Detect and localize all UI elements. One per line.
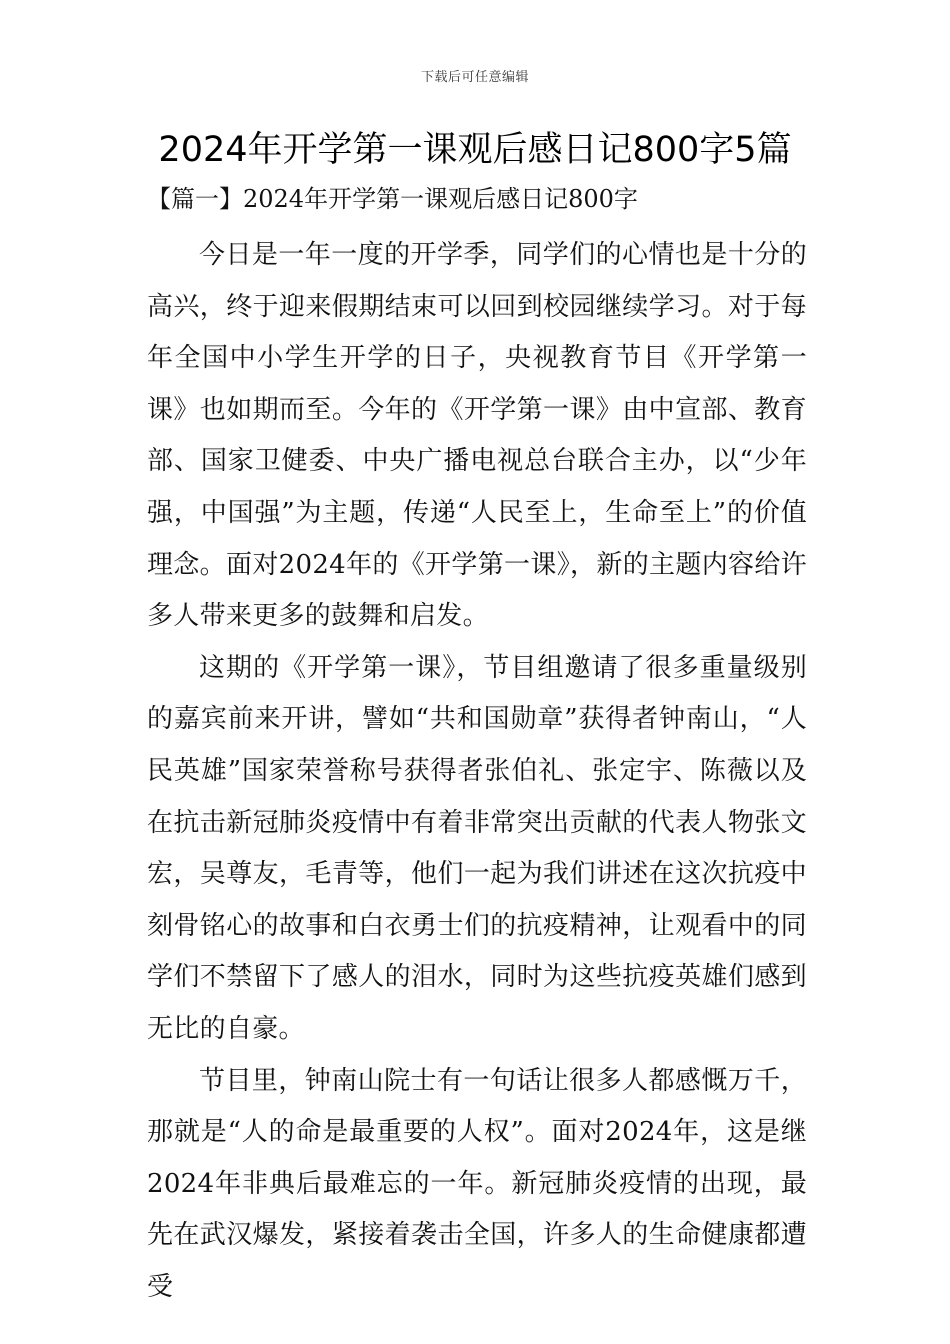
download-note: 下载后可任意编辑 (420, 70, 529, 85)
document-title: 2024年开学第一课观后感日记800字5篇 (158, 130, 792, 170)
paragraph-3: 节目里，钟南山院士有一句话让很多人都感慨万千，那就是“人的命是最重要的人权”。面对2024年，这是继2024年非典后最难忘的一年。新冠肺炎疫情的出现，最先在武汉爆发，紧接着袭击全国，许多人的生命健康都遭受 (147, 1065, 807, 1302)
section-heading: 【篇一】2024年开学第一课观后感日记800字 (147, 185, 638, 213)
paragraph-1: 今日是一年一度的开学季，同学们的心情也是十分的高兴，终于迎来假期结束可以回到校园继续学习。对于每年全国中小学生开学的日子，央视教育节目《开学第一课》也如期而至。今年的《开学第一课》由中宣部、教育部、国家卫健委、中央广播电视总台联合主办，以“少年强，中国强”为主题，传递“人民至上，生命至上”的价值理念。面对2024年的《开学第一课》，新的主题内容给许多人带来更多的鼓舞和启发。 (147, 240, 807, 632)
body-text (147, 230, 807, 1313)
paragraph-2: 这期的《开学第一课》，节目组邀请了很多重量级别的嘉宾前来开讲，譬如“共和国勋章”获得者钟南山，“人民英雄”国家荣誉称号获得者张伯礼、张定宇、陈薇以及在抗击新冠肺炎疫情中有着非常突出贡献的代表人物张文宏，吴尊友，毛青等，他们一起为我们讲述在这次抗疫中刻骨铭心的故事和白衣勇士们的抗疫精神，让观看中的同学们不禁留下了感人的泪水，同时为这些抗疫英雄们感到无比的自豪。 (147, 652, 807, 1044)
